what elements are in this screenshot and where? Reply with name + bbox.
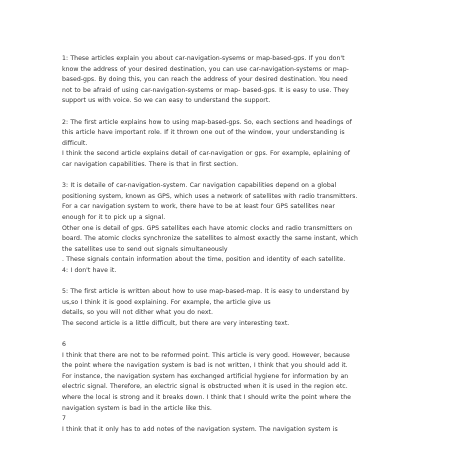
text-line: support us with voice. So we can easy to understand the support.: [62, 97, 271, 105]
text-line: I think that there are not to be reformed point. This article is very good. However, because: [62, 351, 350, 359]
text-line: difficult.: [62, 139, 88, 147]
text-line: . These signals contain information about the time, position and identity of each satellite.: [62, 256, 346, 264]
text-line: the satellites use to send out signals simultaneously: [62, 245, 228, 253]
text-line: board. The atomic clocks synchronize the satellites to almost exactly the same instant, which: [62, 235, 358, 243]
text-line: 5: The first article is written about how to use map-based-map. It is easy to understand by: [62, 288, 350, 296]
text-line: enough for it to pick up a signal.: [62, 213, 166, 221]
text-line: I think that it only has to add notes of the navigation system. The navigation system is: [62, 425, 338, 433]
text-line: positioning system, known as GPS, which uses a network of satellites with radio transmitters.: [62, 192, 358, 200]
text-line: I think the second article explains detail of car-navigation or gps. For example, eplaining of: [62, 150, 350, 158]
text-line: 2: The first article explains how to using map-based-gps. So, each sections and headings of: [62, 118, 352, 126]
text-line: The second article is a little difficult, but there are very interesting text.: [62, 319, 290, 327]
paragraph-6: [62, 340, 398, 435]
text-line: 3: It is detaile of car-navigation-system. Car navigation capabilities depend on a global: [62, 182, 337, 190]
text-line: us,so I think it is good explaining. For example, the article give us: [62, 298, 271, 306]
text-line: 6: [62, 341, 66, 349]
text-line: where the local is strong and it breaks down. I think that I should write the point where the: [62, 394, 351, 401]
text-line: 7: [62, 415, 66, 423]
text-line: car navigation capabilities. There is that in first section.: [62, 160, 239, 168]
text-line: For instance, the navigation system has exchanged artificial hygiene for information by an: [62, 372, 349, 380]
text-line: details, so you will not dither what you do next.: [62, 309, 213, 317]
text-line: For a car navigation system to work, there have to be at least four GPS satellites near: [62, 203, 335, 211]
text-line: 1: These articles explain you about car-navigation-sysems or map-based-gps. If you don't: [62, 55, 345, 62]
text-line: the point where the navigation system is bad is not written, I think that you should add it.: [62, 362, 348, 370]
text-line: know the address of your desired destination, you can use car-navigation-systems or map-: [62, 65, 349, 73]
paragraph-1: [62, 54, 398, 107]
paragraph-5: [62, 287, 398, 329]
paragraph-3: [62, 181, 398, 276]
text-line: electric signal. Therefore, an electric signal is obstructed when it is used in the region etc.: [62, 383, 348, 391]
document-body: [62, 54, 398, 446]
text-line: Other one is detail of gps. GPS satellites each have atomic clocks and radio transmitters on: [62, 224, 353, 232]
text-line: not to be afraid of using car-navigation-systems or map- based-gps. It is easy to use. They: [62, 86, 349, 94]
paragraph-2: [62, 118, 398, 171]
text-line: 4: I don't have it.: [62, 266, 117, 274]
text-line: navigation system is bad in the article like this.: [62, 404, 212, 412]
text-line: this article have important role. If it thrown one out of the window, your understanding is: [62, 129, 345, 137]
text-line: based-gps. By doing this, you can reach the address of your desired destination. You need: [62, 76, 348, 84]
